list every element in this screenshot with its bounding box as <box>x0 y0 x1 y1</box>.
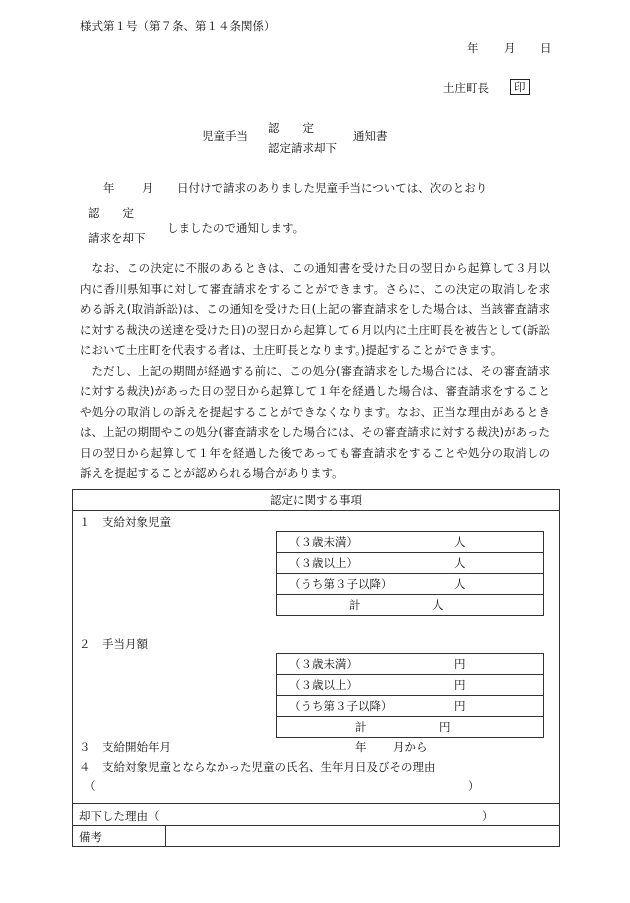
official-seal: 印 <box>510 79 530 95</box>
date-day-label: 日 <box>540 41 552 55</box>
child-count-table <box>276 531 544 616</box>
issuer-name: 土庄町長 <box>443 81 489 95</box>
intro-option-reject: 請求を却下 <box>88 231 146 245</box>
deadline-paragraph: ただし、上記の期間が経過する前に、この処分(審査請求をした場合には、その審査請求に対する裁決)があった日の翌日から起算して１年を経過した場合は、審査請求をすることや処分の取消しの訴えを提起することができなくなります。なお、正当な理由があるときは、上記の期間やこの処分(審査請求をした場合には、その審査請求に対する裁決)があった日の翌日から起算して１年を経過した後であっても審査請求をすることや処分の取消しの訴えを提起することが認められる場合があります。 <box>80 363 550 480</box>
table-row: （３歳未満） 人 <box>277 532 544 553</box>
table-row: 計 円 <box>277 717 544 738</box>
intro-option-approve: 認 定 <box>88 206 134 220</box>
reject-reason-label: 却下した理由（ <box>79 809 160 823</box>
divider <box>72 510 560 511</box>
date-year-label: 年 <box>467 41 479 55</box>
form-number: 様式第１号（第７条、第１４条関係） <box>80 19 276 33</box>
start-year-label: 年 <box>355 740 367 754</box>
reason-close-paren: ） <box>468 779 480 793</box>
title-suffix: 通知書 <box>353 129 388 143</box>
table-row: 計 人 <box>277 595 544 616</box>
reject-reason-close-paren: ） <box>482 809 494 823</box>
table-row: （３歳以上） 人 <box>277 553 544 574</box>
allowance-amount-table <box>276 653 544 738</box>
section-4-label: ４ 支給対象児童とならなかった児童の氏名、生年月日及びその理由 <box>79 760 436 774</box>
title-option-reject: 認定請求却下 <box>268 141 337 155</box>
table-row: （３歳未満） 円 <box>277 654 544 675</box>
intro-year-label: 年 <box>103 181 115 195</box>
intro-sentence: 日付けで請求のありました児童手当については、次のとおり <box>177 181 488 195</box>
table-row: （うち第３子以降） 人 <box>277 574 544 595</box>
section-1-label: １ 支給対象児童 <box>79 515 171 529</box>
date-month-label: 月 <box>504 41 516 55</box>
section-2-label: ２ 手当月額 <box>79 637 148 651</box>
intro-sentence-end: しましたので通知します。 <box>167 221 305 235</box>
reason-open-paren: （ <box>84 779 96 793</box>
appeal-paragraph: なお、この決定に不服のあるときは、この通知書を受けた日の翌日から起算して３月以内に香川県知事に対して審査請求をすることができます。さらに、この決定の取消しを求める訴え(取消訴訟)は、この通知を受けた日(上記の審査請求をした場合は、当該審査請求に対する裁決の送達を受けた日)の翌日から起算して６月以内に土庄町長を被告として(訴訟において土庄町を代表する者は、土庄町長となります。)提起することができます。 <box>80 261 550 357</box>
remarks-label: 備考 <box>79 830 102 844</box>
divider <box>72 825 560 826</box>
remarks-divider <box>165 825 166 847</box>
title-prefix: 児童手当 <box>202 129 248 143</box>
table-heading: 認定に関する事項 <box>270 493 362 507</box>
start-month-label: 月から <box>393 740 428 754</box>
notice-body <box>80 258 550 484</box>
divider <box>72 803 560 804</box>
table-row: （３歳以上） 円 <box>277 675 544 696</box>
section-3-label: ３ 支給開始年月 <box>79 740 171 754</box>
table-row: （うち第３子以降） 円 <box>277 696 544 717</box>
title-option-approve: 認 定 <box>268 121 314 135</box>
intro-month-label: 月 <box>142 181 154 195</box>
